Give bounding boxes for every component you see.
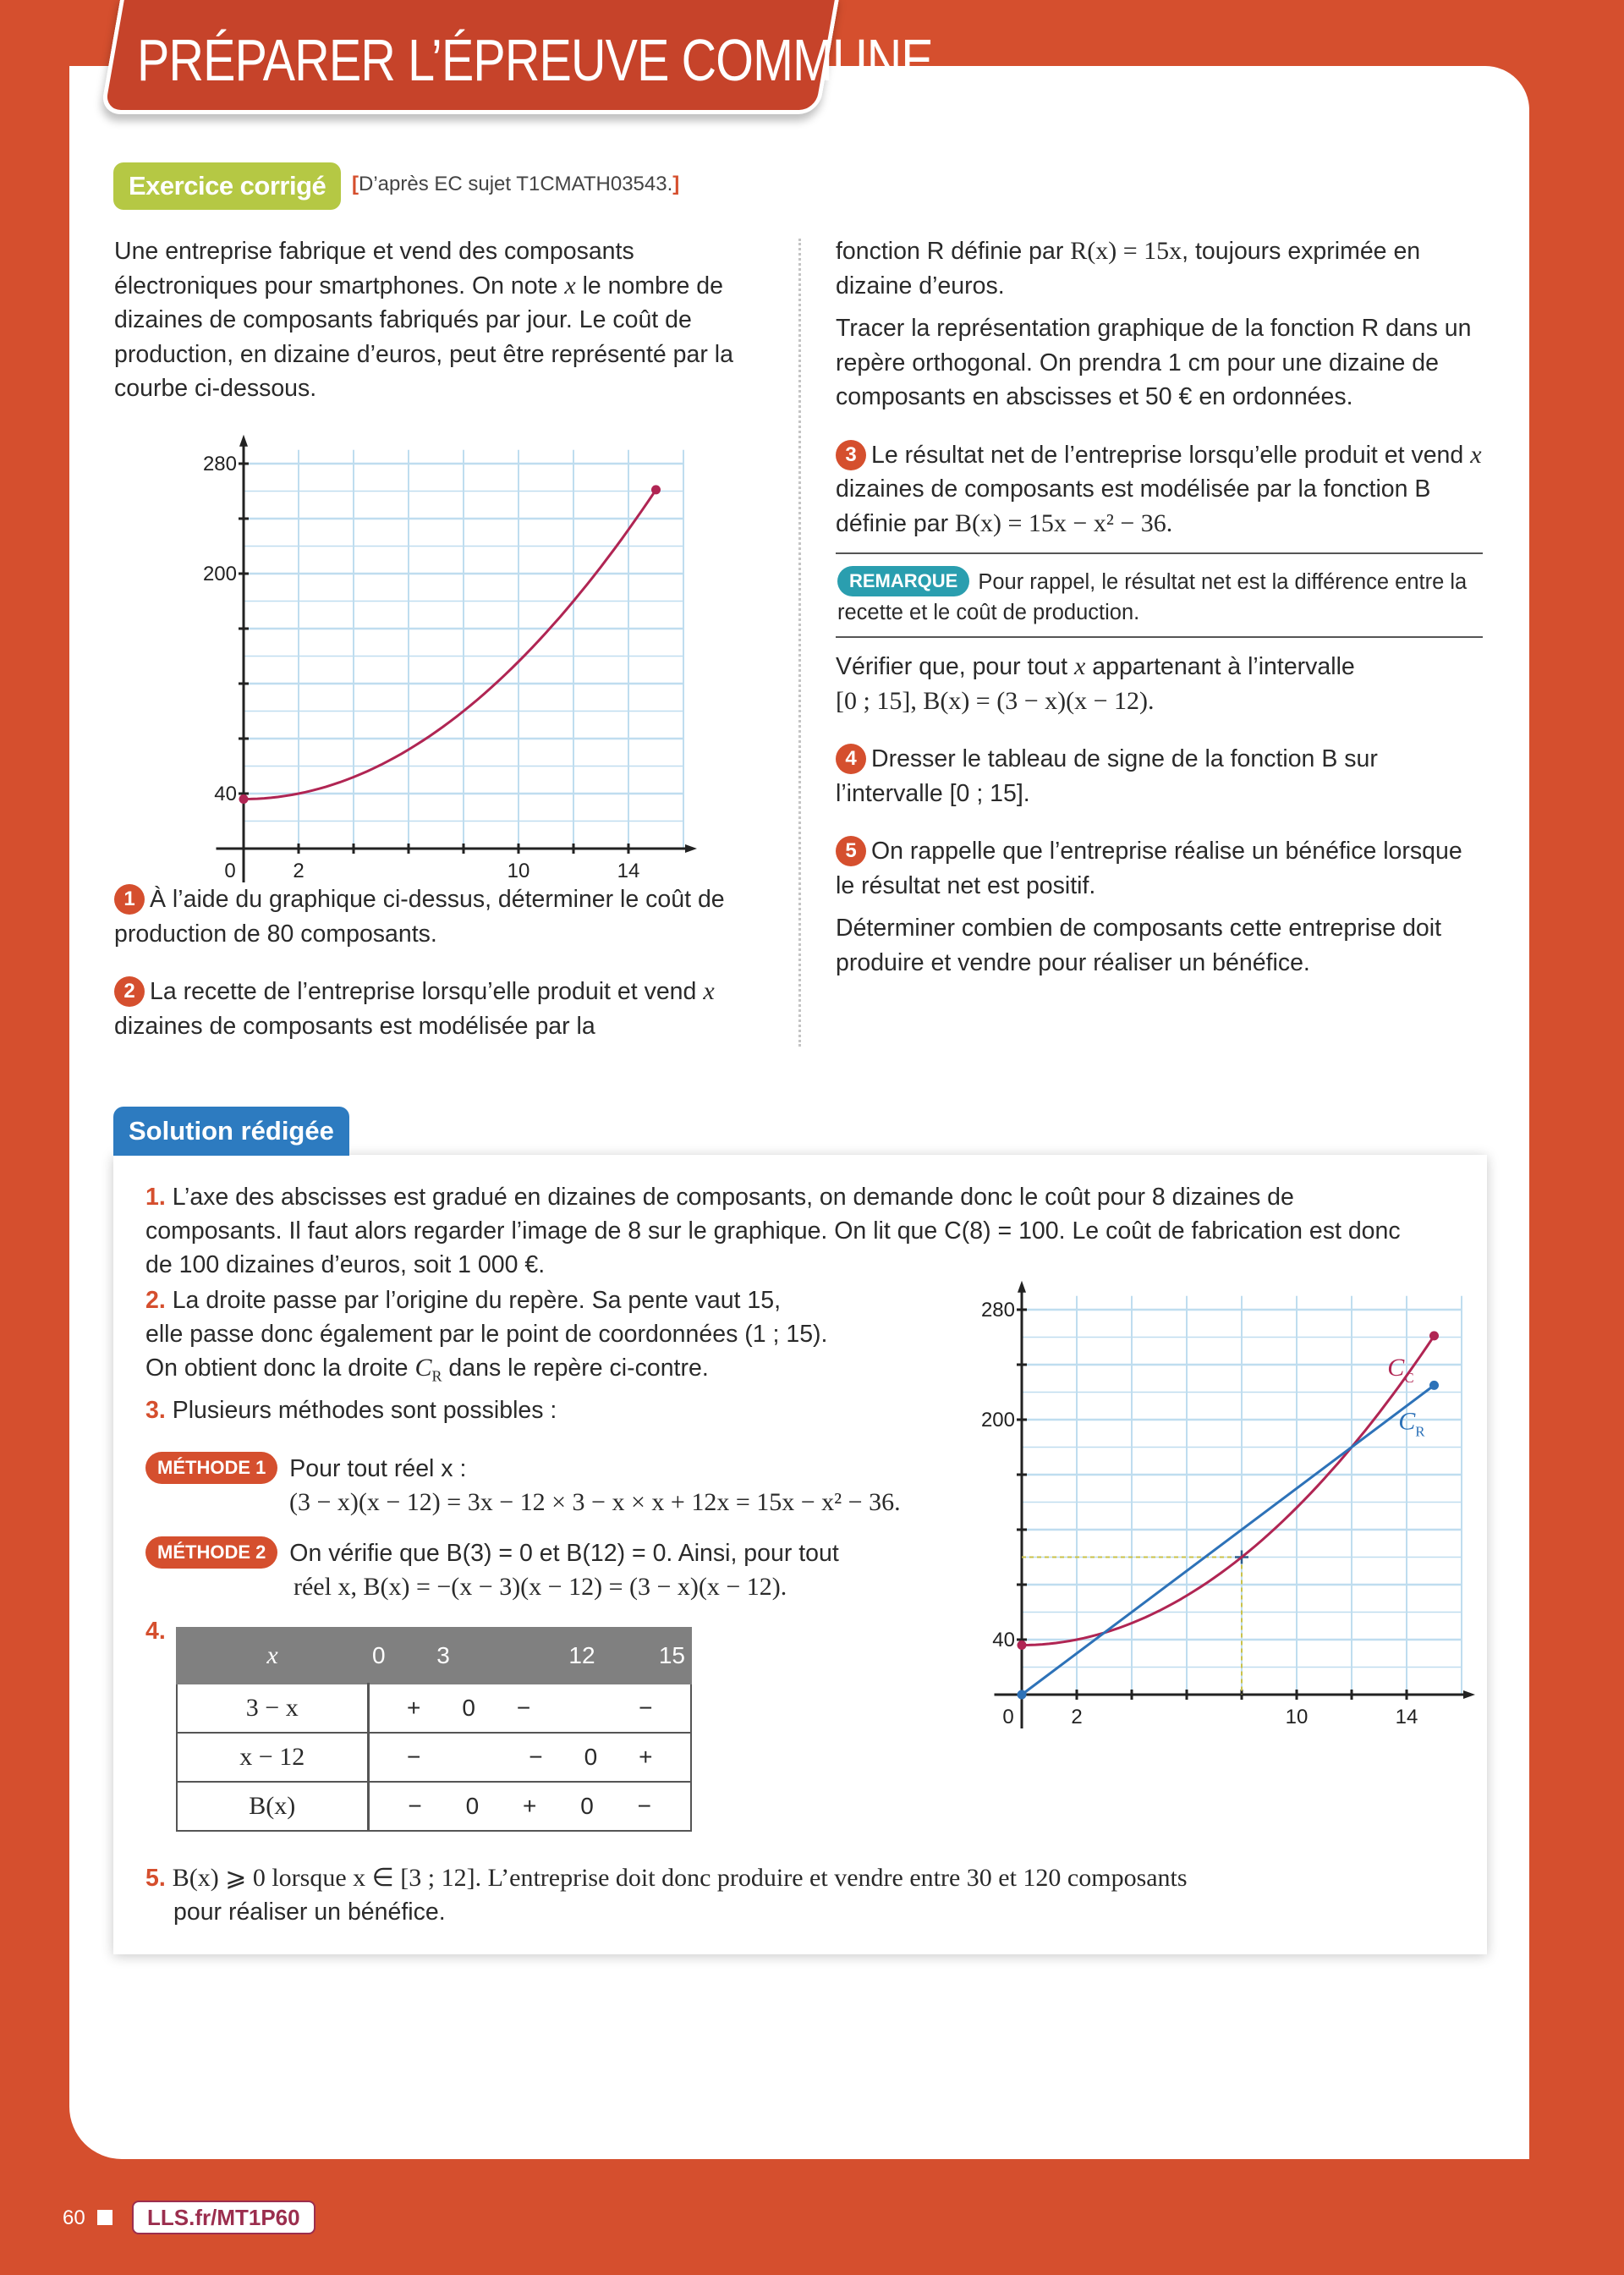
sign-row (177, 1782, 691, 1831)
s5-line2: pour réaliser un bénéfice. (173, 1899, 446, 1926)
solution-number: 2. (145, 1287, 166, 1314)
y-axis-arrow-icon (1018, 1281, 1026, 1293)
bracket-close: ] (672, 173, 680, 195)
series-end-point (1429, 1381, 1439, 1390)
solution-2 (145, 1283, 957, 1427)
header-15: 15 (608, 1628, 691, 1684)
x-tick-label: 0 (224, 860, 236, 882)
q3-text-b: dizaines de composants est modélisée par la fonction B définie par (836, 475, 1431, 537)
row-label: B(x) (177, 1782, 368, 1831)
y-tick-label: 200 (202, 563, 237, 585)
m1-line1: Pour tout réel x : (289, 1455, 467, 1482)
solution-1-text: L’axe des abscisses est gradué en dizaines de composants, on demande donc le coût pour 8 dizaines de composants. Il faut alors regarder l’image de 8 sur le graphique. On lit que C(8) = 100. Le coût de fabrication est donc de 100 dizaines d’euros, soit 1 000 €. (145, 1184, 1401, 1278)
r-formula: R(x) = 15x (1070, 237, 1182, 265)
y-tick-label: 40 (992, 1629, 1015, 1651)
sign-cell: − (408, 1793, 422, 1819)
s2-line3b: dans le repère ci-contre. (442, 1355, 709, 1382)
method-1 (145, 1452, 957, 1519)
s2-line2: elle passe donc également par le point de coordonnées (1 ; 15). (145, 1321, 828, 1348)
method-2 (145, 1536, 957, 1604)
row-label: 3 − x (177, 1684, 368, 1733)
x-tick-label: 14 (617, 860, 640, 882)
right-column (836, 234, 1483, 980)
header-x: x (177, 1628, 368, 1684)
question-4-text: Dresser le tableau de signe de la fonction B sur l’intervalle [0 ; 15]. (836, 745, 1378, 807)
verify-a: Vérifier que, pour tout (836, 653, 1074, 680)
series-label-subscript: R (1415, 1423, 1425, 1440)
m1-line2: (3 − x)(x − 12) = 3x − 12 × 3 − x × x + 12x = 15x − x² − 36. (289, 1488, 901, 1516)
intro-a: Une entreprise fabrique et vend des composants électroniques pour smartphones. On note (114, 238, 634, 299)
question-2 (114, 975, 774, 1043)
series-line-c-r (1022, 1385, 1435, 1695)
solution-4-label (145, 1614, 166, 1648)
page-number: 60 (63, 2206, 85, 2229)
question-5-text: On rappelle que l’entreprise réalise un bénéfice lorsque le résultat net est positif. (836, 838, 1462, 899)
remark-tag: REMARQUE (837, 566, 969, 596)
header-3: 3 (417, 1628, 469, 1684)
left-column (114, 234, 774, 406)
question-3-verify (836, 650, 1483, 718)
series-label-subscript: C (1404, 1370, 1414, 1386)
q3-text-a: Le résultat net de l’entreprise lorsqu’elle produit et vend (871, 441, 1471, 469)
row-label: x − 12 (177, 1733, 368, 1782)
sign-cell: + (523, 1793, 537, 1819)
series-end-point (1429, 1331, 1439, 1340)
sign-cell (462, 1744, 487, 1771)
sign-cell: − (406, 1744, 421, 1770)
x-tick-label: 0 (1002, 1706, 1014, 1728)
header-12: 12 (556, 1628, 608, 1684)
question-2-text: La recette de l’entreprise lorsqu’elle produit et vend (150, 978, 704, 1005)
question-2-text-b: dizaines de composants est modélisée par la (114, 1012, 595, 1040)
verify-formula: [0 ; 15], B(x) = (3 − x)(x − 12). (836, 686, 1155, 715)
square-icon (97, 2210, 112, 2225)
sign-cell: 0 (584, 1744, 598, 1770)
m2-line2: réel x, B(x) = −(x − 3)(x − 12) = (3 − x)(x − 12). (294, 1573, 787, 1601)
sign-cell: − (529, 1744, 543, 1770)
solution-number: 3. (145, 1396, 166, 1424)
var-x: x (703, 977, 715, 1005)
question-1 (114, 882, 774, 951)
sign-cell: 0 (465, 1793, 480, 1819)
question-4 (836, 742, 1483, 811)
q2-text-c: fonction R définie par (836, 238, 1071, 265)
method-2-tag: MÉTHODE 2 (145, 1536, 277, 1569)
question-number-badge: 2 (114, 976, 145, 1007)
var-x: x (1074, 652, 1086, 680)
y-tick-label: 40 (214, 783, 237, 805)
method-1-tag: MÉTHODE 1 (145, 1452, 277, 1484)
sign-cell: − (516, 1695, 531, 1721)
solution-tab: Solution rédigée (113, 1107, 349, 1156)
question-number-badge: 1 (114, 884, 145, 915)
question-2-instruction: Tracer la représentation graphique de la fonction R dans un repère orthogonal. On prendra 1 cm pour une dizaine de composants en abscisses et 50 € en ordonnées. (836, 315, 1472, 410)
column-separator (798, 239, 801, 1047)
series-line-c-c (1022, 1336, 1435, 1646)
var-x: x (1470, 440, 1482, 469)
sign-row (177, 1733, 691, 1782)
question-number-badge: 5 (836, 836, 866, 866)
question-number-badge: 4 (836, 744, 866, 774)
question-1-text: À l’aide du graphique ci-dessus, déterminer le coût de production de 80 composants. (114, 886, 725, 948)
intro-b: le nombre de dizaines de composants fabriqués par jour. Le coût de production, en dizaine d’euros, peut être représenté par la courbe ci-dessous. (114, 272, 733, 402)
cr-symbol: C (414, 1354, 432, 1382)
series-end-point (651, 485, 661, 494)
sign-table (176, 1627, 692, 1832)
sign-cell: + (639, 1744, 653, 1770)
b-formula: B(x) = 15x − x² − 36. (955, 508, 1173, 537)
question-5-instruction: Déterminer combien de composants cette entreprise doit produire et vendre pour réaliser un bénéfice. (836, 915, 1442, 976)
y-tick-label: 200 (980, 1409, 1015, 1431)
solution-number: 5. (145, 1865, 166, 1892)
cost-chart (169, 413, 694, 882)
page-title: PRÉPARER L’ÉPREUVE COMMUNE (137, 27, 933, 93)
s3-text: Plusieurs méthodes sont possibles : (172, 1396, 557, 1424)
series-label: $C_C$ (1387, 1354, 1414, 1386)
header-0: 0 (368, 1628, 417, 1684)
m2-line1: On vérifie que B(3) = 0 et B(12) = 0. Ainsi, pour tout (289, 1540, 839, 1567)
remark-box (836, 554, 1483, 636)
x-tick-label: 2 (1071, 1706, 1083, 1728)
cost-revenue-chart (947, 1259, 1472, 1728)
solution-5 (145, 1861, 1431, 1929)
lls-link[interactable]: LLS.fr/MT1P60 (132, 2201, 315, 2234)
source-text: D’après EC sujet T1CMATH03543. (359, 173, 673, 195)
question-number-badge: 3 (836, 440, 866, 470)
verify-b: appartenant à l’intervalle (1085, 653, 1355, 680)
x-tick-label: 10 (507, 860, 530, 882)
s5-line1: B(x) ⩾ 0 lorsque x ∈ [3 ; 12]. L’entreprise doit donc produire et vendre entre 30 et 120 composants (172, 1864, 1188, 1892)
y-tick-label: 280 (980, 1299, 1015, 1322)
exercise-source (352, 173, 679, 196)
sign-table-header (177, 1628, 691, 1684)
sign-cell (572, 1695, 597, 1722)
solution-number: 1. (145, 1184, 166, 1211)
intro-var: x (564, 271, 576, 299)
sign-row (177, 1684, 691, 1733)
left-questions (114, 882, 774, 1043)
cr-subscript: R (431, 1367, 442, 1385)
x-tick-label: 14 (1395, 1706, 1418, 1728)
y-tick-label: 280 (202, 453, 237, 475)
question-5 (836, 834, 1483, 903)
series-start-point (239, 794, 249, 804)
intro-text (114, 234, 774, 406)
sign-cell: − (637, 1793, 652, 1819)
s2-line1: La droite passe par l’origine du repère. Sa pente vaut 15, (172, 1287, 782, 1314)
x-tick-label: 10 (1285, 1706, 1309, 1728)
q2-text-d: , toujours exprimée en dizaine d’euros. (836, 238, 1421, 299)
sign-cell: + (406, 1695, 421, 1721)
s2-line3a: On obtient donc la droite (145, 1355, 415, 1382)
series-start-point (1018, 1640, 1027, 1650)
sign-cell: − (639, 1695, 653, 1721)
remark-text: Pour rappel, le résultat net est la différence entre la recette et le coût de production. (837, 570, 1468, 624)
series-label: $C_R$ (1398, 1407, 1425, 1440)
sign-cell: 0 (462, 1695, 475, 1721)
y-axis-arrow-icon (239, 435, 248, 447)
question-2-cont (836, 234, 1483, 303)
exercise-tag: Exercice corrigé (113, 162, 341, 210)
solution-number: 4. (145, 1618, 166, 1645)
x-tick-label: 2 (293, 860, 304, 882)
question-3 (836, 438, 1483, 541)
series-start-point (1018, 1690, 1027, 1700)
bracket-open: [ (352, 173, 359, 195)
sign-cell: 0 (580, 1793, 594, 1819)
series-line-c (244, 490, 656, 800)
